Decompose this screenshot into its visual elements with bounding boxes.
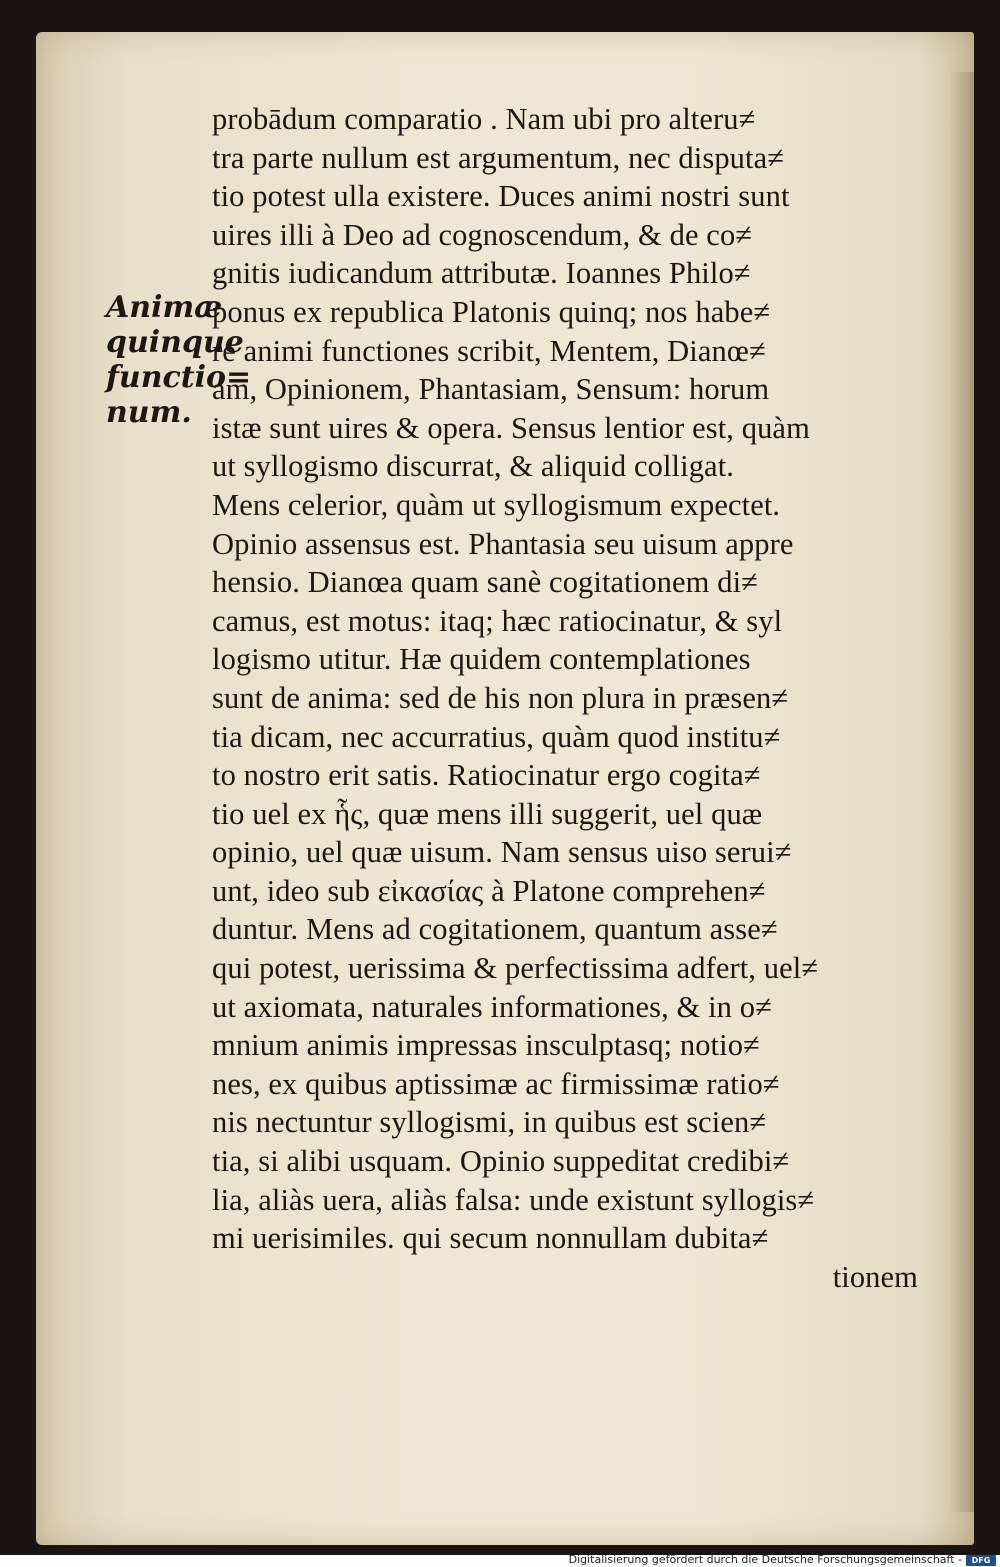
text-line: Mens celerior, quàm ut syllogismum expectet.	[212, 487, 781, 522]
dfg-logo-icon: DFG	[966, 1555, 996, 1566]
text-line: tia, si alibi usquam. Opinio suppeditat credibi≠	[212, 1144, 790, 1179]
catchword: tionem	[832, 1259, 918, 1294]
text-line: qui potest, uerissima & perfectissima adfert, uel≠	[212, 951, 819, 986]
marginal-note	[106, 290, 252, 430]
text-line: ponus ex republica Platonis quinq; nos habe≠	[212, 294, 771, 329]
marginal-note-line: num.	[106, 395, 192, 430]
text-line: tia dicam, nec accurratius, quàm quod institu≠	[212, 719, 781, 754]
text-line: hensio. Dianœa quam sanè cogitationem di≠	[212, 565, 758, 600]
text-line: lia, aliàs uera, aliàs falsa: unde existunt syllogis≠	[212, 1182, 815, 1217]
text-line: camus, est motus: itaq; hæc ratiocinatur, & syl	[212, 603, 783, 638]
text-line: tra parte nullum est argumentum, nec disputa≠	[212, 140, 785, 175]
text-line: nes, ex quibus aptissimæ ac firmissimæ ratio≠	[212, 1066, 780, 1101]
marginal-note-line: functio=	[106, 360, 252, 395]
text-line: to nostro erit satis. Ratiocinatur ergo cogita≠	[212, 758, 761, 793]
text-line: am, Opinionem, Phantasiam, Sensum: horum	[212, 372, 770, 407]
text-line: uires illi à Deo ad cognoscendum, & de co≠	[212, 217, 753, 252]
text-line: mi uerisimiles. qui secum nonnullam dubita≠	[212, 1221, 769, 1256]
text-line: sunt de anima: sed de his non plura in præsen≠	[212, 680, 789, 715]
text-line: duntur. Mens ad cogitationem, quantum asse≠	[212, 912, 778, 947]
text-line: unt, ideo sub εἰκασίας à Platone comprehen≠	[212, 873, 766, 908]
text-line: istæ sunt uires & opera. Sensus lentior est, quàm	[212, 410, 810, 445]
page-edge-shadow	[948, 72, 974, 1512]
text-line: opinio, uel quæ uisum. Nam sensus uiso serui≠	[212, 835, 792, 870]
text-line: gnitis iudicandum attributæ. Ioannes Philo≠	[212, 256, 751, 291]
text-line: Opinio assensus est. Phantasia seu uisum appre	[212, 526, 794, 561]
text-line: ut axiomata, naturales informationes, & in o≠	[212, 989, 772, 1024]
marginal-note-line: Animæ	[106, 290, 223, 325]
text-line: nis nectuntur syllogismi, in quibus est scien≠	[212, 1105, 767, 1140]
text-line: logismo utitur. Hæ quidem contemplationes	[212, 642, 751, 677]
text-line: tio potest ulla existere. Duces animi nostri sunt	[212, 179, 790, 214]
body-text	[212, 100, 932, 1296]
funding-credit: Digitalisierung gefördert durch die Deutsche Forschungsgemeinschaft -	[568, 1553, 962, 1566]
text-line: tio uel ex ἧς, quæ mens illi suggerit, uel quæ	[212, 796, 763, 831]
text-line: ut syllogismo discurrat, & aliquid colligat.	[212, 449, 734, 484]
text-line: probādum comparatio . Nam ubi pro alteru≠	[212, 102, 756, 136]
text-line: mnium animis impressas insculptasq; notio≠	[212, 1028, 760, 1063]
marginal-note-line: quinque	[106, 325, 244, 360]
footer-bar	[0, 1555, 1000, 1567]
text-line: re animi functiones scribit, Mentem, Dianœ≠	[212, 333, 766, 368]
